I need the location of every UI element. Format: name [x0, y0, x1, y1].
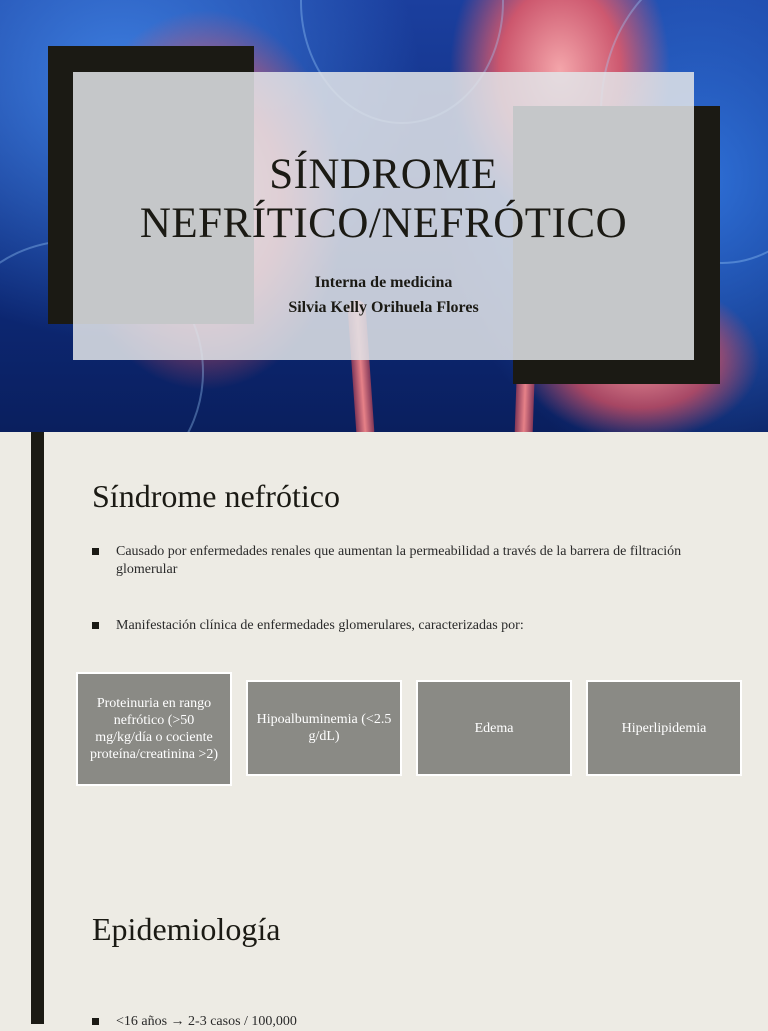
- epidemiology-slide: [0, 865, 768, 1029]
- card-hypoalbuminemia: Hipoalbuminemia (<2.5 g/dL): [246, 680, 402, 776]
- card-proteinuria: Proteinuria en rango nefrótico (>50 mg/kg/día o cociente proteína/creatinina >2): [76, 672, 232, 786]
- bullet-item: Causado por enfermedades renales que aumentan la permeabilidad a través de la barrera de filtración glomerular: [92, 543, 702, 579]
- slide-title: [73, 150, 694, 248]
- author-role: Interna de medicina: [314, 274, 453, 291]
- slide-heading: Epidemiología: [92, 911, 281, 947]
- card-hyperlipidemia: Hiperlipidemia: [586, 680, 742, 776]
- author-name: Silvia Kelly Orihuela Flores: [288, 299, 479, 316]
- bullet-item: Manifestación clínica de enfermedades glomerulares, caracterizadas por:: [92, 617, 702, 635]
- bullet-item: <16 años → 2-3 casos / 100,000: [92, 1013, 702, 1031]
- nephrotic-slide: [0, 432, 768, 865]
- card-edema: Edema: [416, 680, 572, 776]
- title-slide: [0, 0, 768, 432]
- title-box: [73, 72, 694, 360]
- slide-side-bar: [31, 865, 44, 1024]
- slide-side-bar: [31, 432, 44, 865]
- title-line-1: SÍNDROME: [269, 151, 498, 198]
- title-line-2: NEFRÍTICO/NEFRÓTICO: [139, 200, 628, 247]
- characteristics-cards: [76, 672, 746, 787]
- slide-subtitle: [73, 270, 694, 320]
- slide-heading: Síndrome nefrótico: [92, 478, 340, 514]
